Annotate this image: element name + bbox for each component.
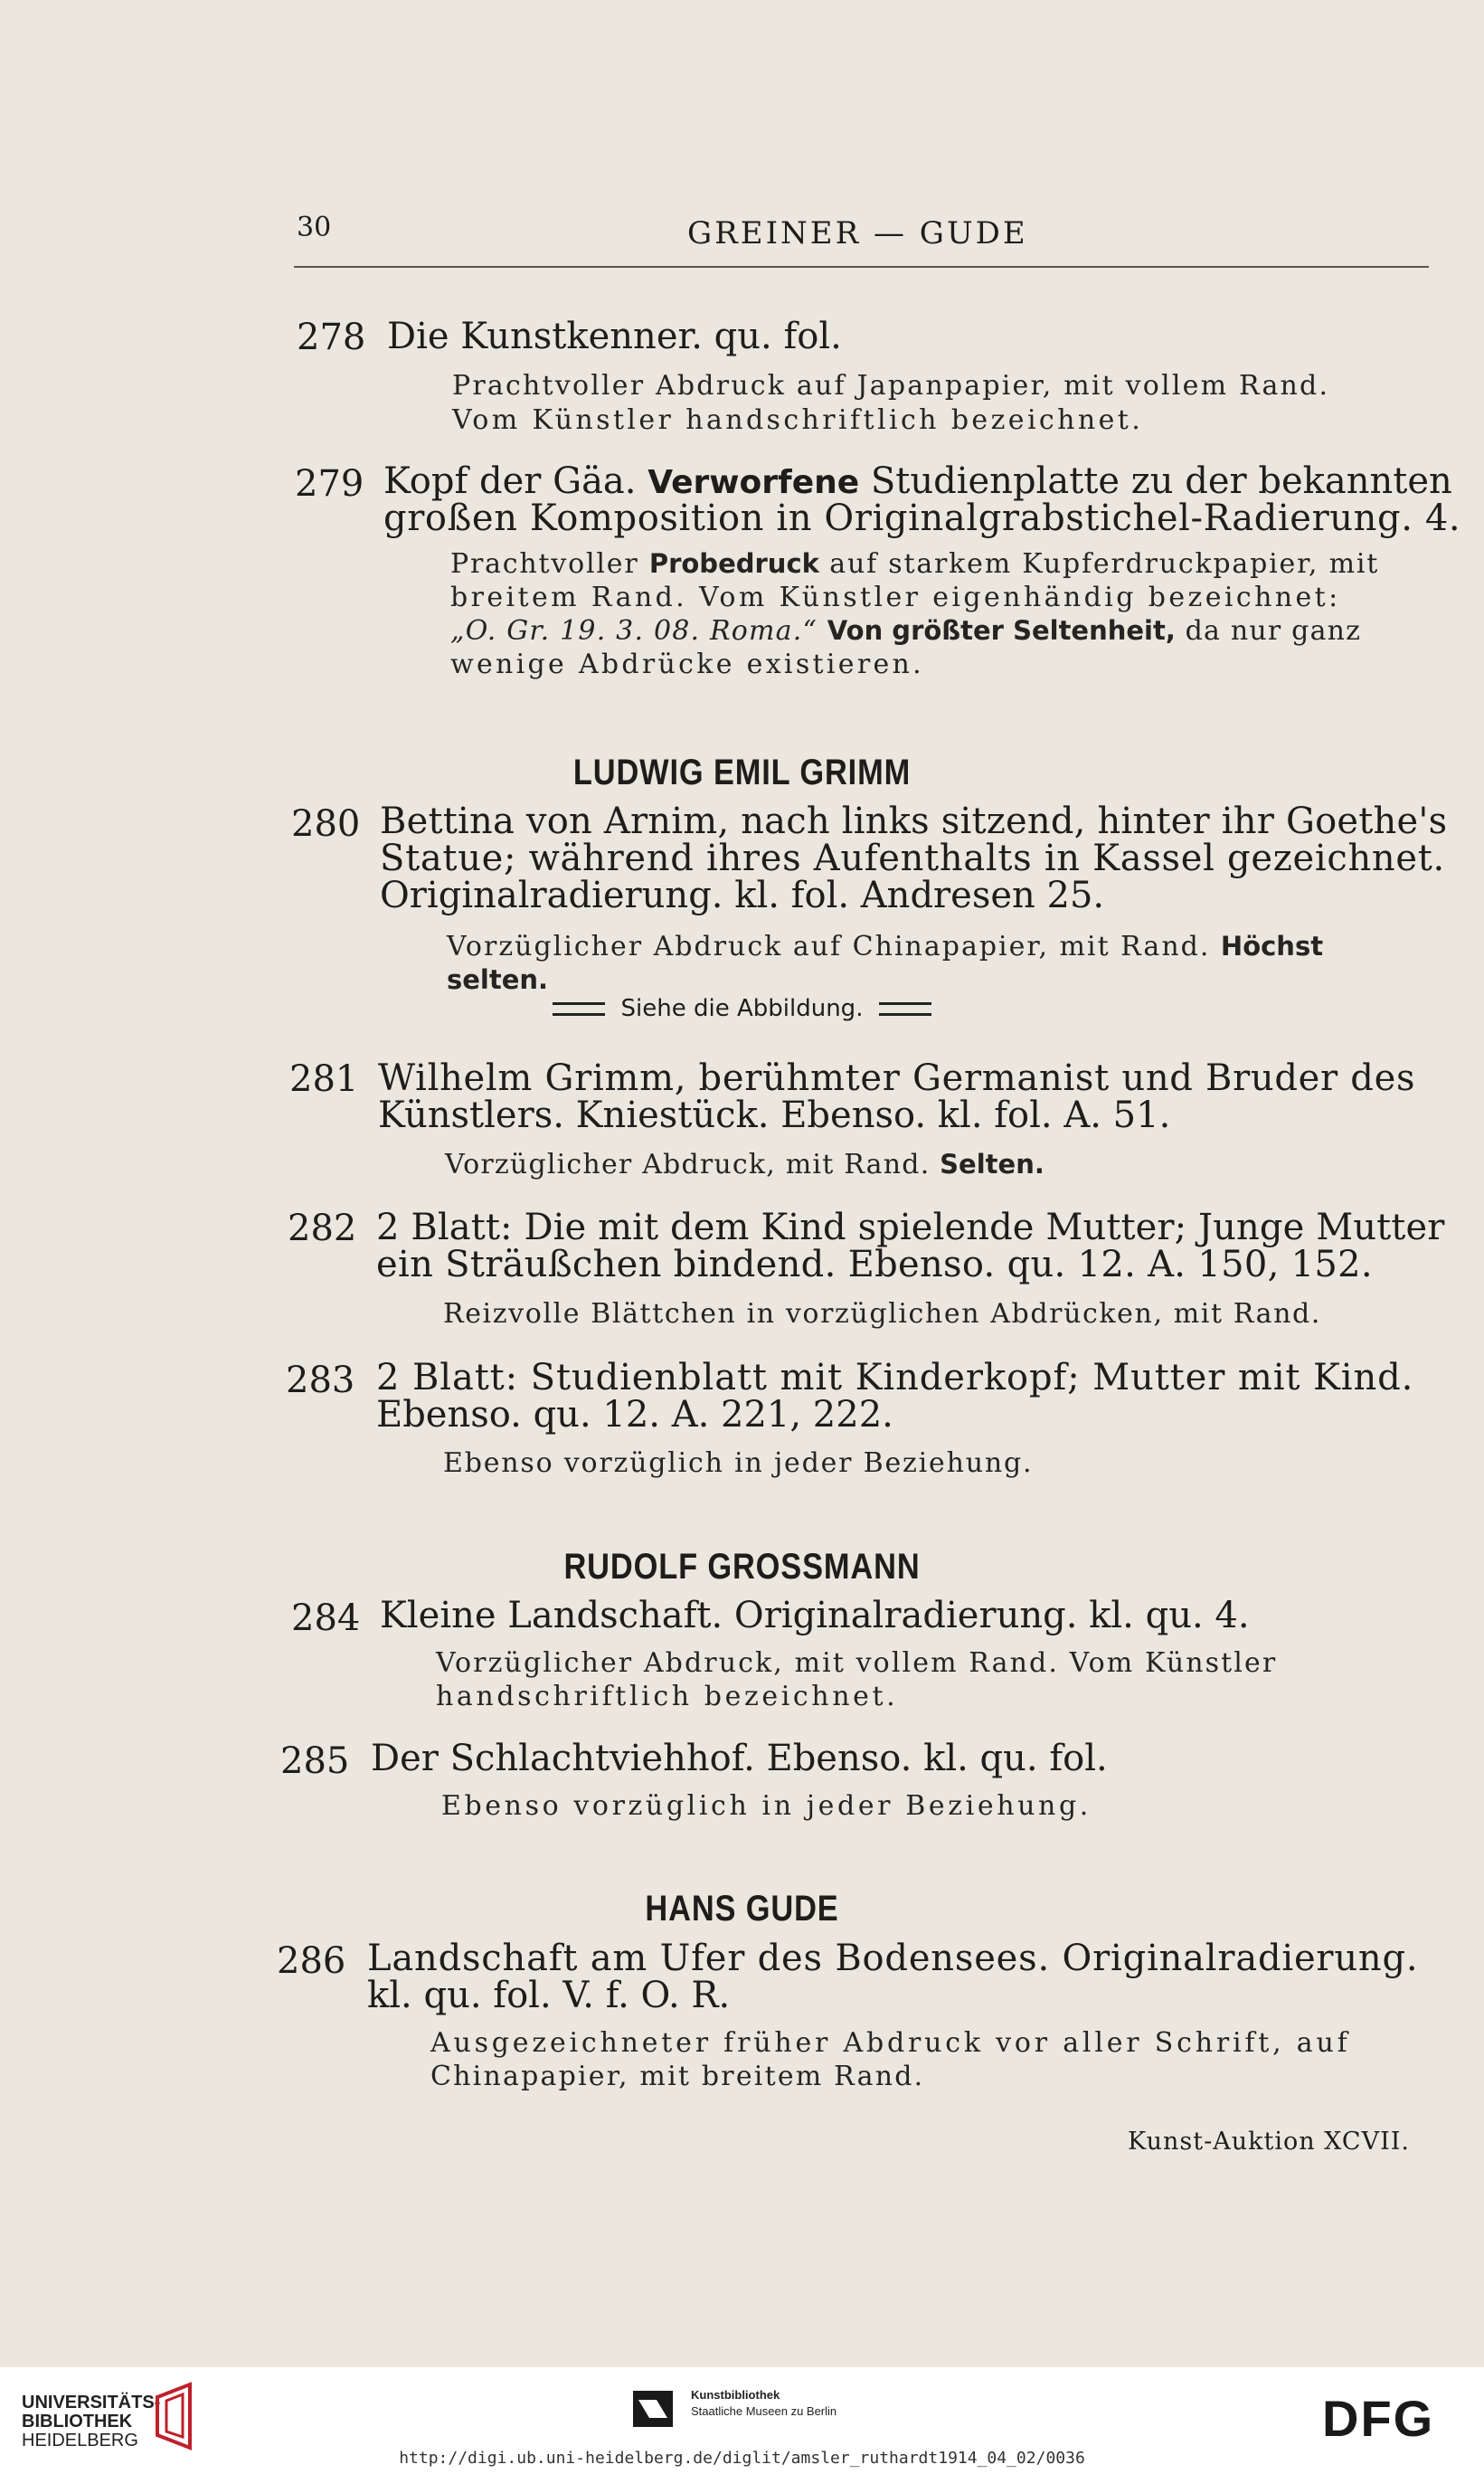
section-heading: RUDOLF GROSSMANN (563, 1547, 921, 1587)
entry-description: Chinapapier, mit breitem Rand. (430, 2061, 925, 2092)
kunstbibliothek-name: Kunstbibliothek (691, 2388, 780, 2402)
entry-description: Ebenso vorzüglich in jeder Beziehung. (441, 1790, 1092, 1822)
entry-title: Bettina von Arnim, nach links sitzend, hinter ihr Goethe's (380, 801, 1448, 842)
entry-title: Künstlers. Kniestück. Ebenso. kl. fol. A. 51. (378, 1095, 1171, 1136)
entry-title: Wilhelm Grimm, berühmter Germanist und Bruder des (378, 1057, 1416, 1099)
entry-description: handschriftlich bezeichnet. (436, 1681, 899, 1712)
section-heading: LUDWIG EMIL GRIMM (572, 753, 912, 792)
ub-heidelberg-emblem-icon (150, 2381, 206, 2451)
entry-number: 278 (297, 317, 366, 358)
entry-description: wenige Abdrücke existieren. (450, 649, 924, 680)
entry-description: „O. Gr. 19. 3. 08. Roma.“ Von größter Seltenheit, da nur ganz (450, 615, 1362, 647)
entry-description: Ebenso vorzüglich in jeder Beziehung. (443, 1447, 1034, 1479)
dfg-logo[interactable]: DFG (1322, 2390, 1435, 2447)
entry-number: 281 (289, 1058, 359, 1100)
signature-line: Kunst-Auktion XCVII. (1128, 2128, 1410, 2156)
running-head: GREINER — GUDE (687, 215, 1028, 251)
entry-number: 283 (286, 1360, 355, 1401)
entry-description: breitem Rand. Vom Künstler eigenhändig bezeichnet: (450, 582, 1341, 613)
entry-number: 286 (277, 1940, 346, 1982)
kunstbibliothek-subtitle: Staatliche Museen zu Berlin (691, 2404, 837, 2418)
entry-title: 2 Blatt: Die mit dem Kind spielende Mutter; Junge Mutter (376, 1207, 1445, 1248)
entry-description: Vorzüglicher Abdruck auf Chinapapier, mit Rand. Höchst (447, 931, 1324, 962)
see-illustration-note: Siehe die Abbildung. (0, 995, 1484, 1022)
entry-description: Prachtvoller Probedruck auf starkem Kupferdruckpapier, mit (450, 548, 1380, 580)
entry-description: Vom Künstler handschriftlich bezeichnet. (452, 404, 1144, 436)
entry-title: Kopf der Gäa. Verworfene Studienplatte zu der bekannten (383, 460, 1452, 502)
header-rule (294, 266, 1429, 268)
entry-number: 284 (291, 1597, 361, 1639)
entry-title: großen Komposition in Originalgrabstichel-Radierung. 4. (383, 498, 1461, 539)
entry-description: Vorzüglicher Abdruck, mit Rand. Selten. (445, 1149, 1044, 1180)
kunstbibliothek-icon (633, 2391, 673, 2427)
entry-description: selten. (447, 964, 549, 995)
entry-title: Landschaft am Ufer des Bodensees. Originalradierung. (367, 1938, 1419, 1979)
entry-title: 2 Blatt: Studienblatt mit Kinderkopf; Mutter mit Kind. (376, 1357, 1414, 1398)
entry-description: Reizvolle Blättchen in vorzüglichen Abdrücken, mit Rand. (443, 1298, 1321, 1330)
entry-title: Der Schlachtviehhof. Ebenso. kl. qu. fol. (371, 1738, 1108, 1779)
entry-title: ein Sträußchen bindend. Ebenso. qu. 12. A. 150, 152. (376, 1244, 1373, 1285)
entry-number: 282 (288, 1208, 357, 1249)
entry-description: Prachtvoller Abdruck auf Japanpapier, mit vollem Rand. (452, 370, 1330, 402)
entry-description: Ausgezeichneter früher Abdruck vor aller Schrift, auf (430, 2027, 1351, 2059)
entry-title: kl. qu. fol. V. f. O. R. (367, 1975, 731, 2016)
entry-title: Die Kunstkenner. qu. fol. (387, 316, 842, 357)
entry-title: Statue; während ihres Aufenthalts in Kassel gezeichnet. (380, 838, 1445, 879)
entry-title: Ebenso. qu. 12. A. 221, 222. (376, 1394, 893, 1436)
entry-description: Vorzüglicher Abdruck, mit vollem Rand. Vom Künstler (436, 1647, 1278, 1679)
entry-title: Kleine Landschaft. Originalradierung. kl. qu. 4. (380, 1595, 1250, 1636)
entry-number: 279 (295, 463, 364, 505)
ub-heidelberg-logo[interactable]: UNIVERSITÄTS- BIBLIOTHEK HEIDELBERG (22, 2393, 161, 2450)
page-number: 30 (297, 212, 332, 243)
entry-number: 280 (291, 803, 361, 845)
entry-title: Originalradierung. kl. fol. Andresen 25. (380, 875, 1105, 916)
section-heading: HANS GUDE (645, 1889, 839, 1929)
entry-number: 285 (280, 1740, 350, 1782)
permalink-url[interactable]: http://digi.ub.uni-heidelberg.de/diglit/amsler_ruthardt1914_04_02/0036 (399, 2449, 1085, 2468)
